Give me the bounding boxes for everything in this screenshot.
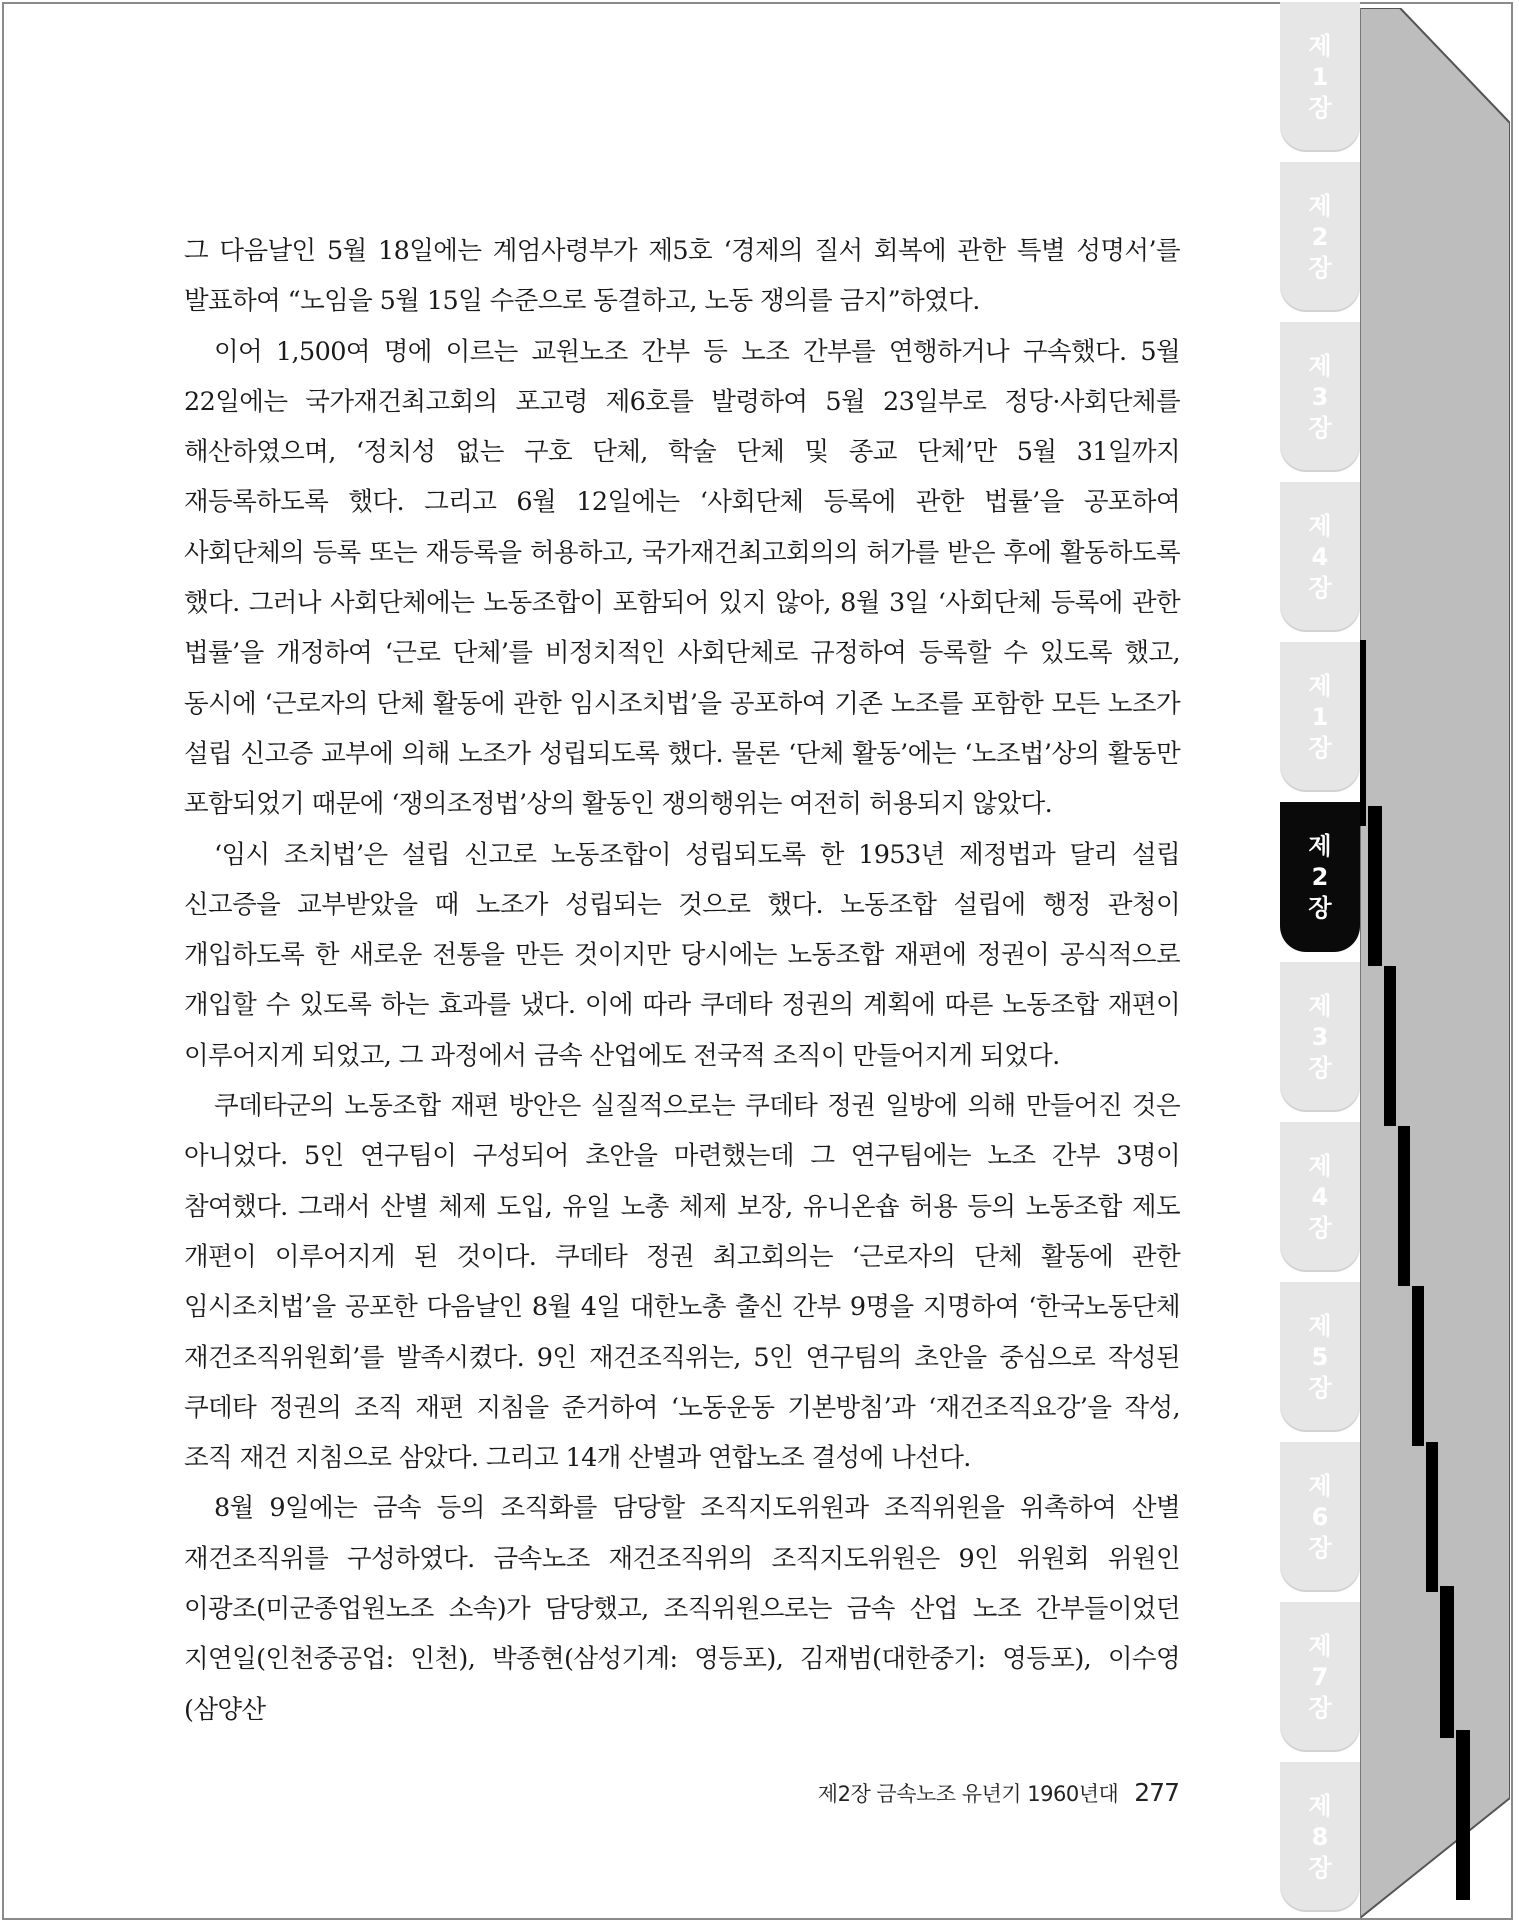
tab-char: 1	[1311, 62, 1329, 91]
chapter-tab-2[interactable]	[1280, 162, 1360, 312]
chapter-tab-9[interactable]	[1280, 1282, 1360, 1432]
tab-char: 제	[1308, 831, 1332, 860]
chapter-tab-5[interactable]	[1280, 642, 1360, 792]
paragraph-2: 이어 1,500여 명에 이르는 교원노조 간부 등 노조 간부를 연행하거나 구속했다. 5월 22일에는 국가재건최고회의 포고령 제6호를 발령하여 5월 23일부로 정당·사회단체를 해산하였으며, ‘정치성 없는 구호 단체, 학술 단체 및 종교 단체’만 5월 31일까지 재등록하도록 했다. 그리고 6월 12일에는 ‘사회단체 등록에 관한 법률’을 공포하여 사회단체의 등록 또는 재등록을 허용하고, 국가재건최고회의의 허가를 받은 후에 활동하도록 했다. 그러나 사회단체에는 노동조합이 포함되어 있지 않아, 8월 3일 ‘사회단체 등록에 관한 법률’을 개정하여 ‘근로 단체’를 비정치적인 사회단체로 규정하여 등록할 수 있도록 했고, 동시에 ‘근로자의 단체 활동에 관한 임시조치법’을 공포하여 기존 노조를 포함한 모든 노조가 설립 신고증 교부에 의해 노조가 성립되도록 했다. 물론 ‘단체 활동’에는 ‘노조법’상의 활동만 포함되었기 때문에 ‘쟁의조정법’상의 활동인 쟁의행위는 여전히 허용되지 않았다.	[184, 336, 1180, 820]
page-footer	[818, 1778, 1179, 1808]
tab-char: 4	[1311, 1182, 1329, 1211]
tab-char: 장	[1308, 1213, 1332, 1242]
tab-char: 장	[1308, 93, 1332, 122]
tab-char: 장	[1308, 413, 1332, 442]
tab-char: 제	[1308, 1791, 1332, 1820]
chapter-tab-10[interactable]	[1280, 1442, 1360, 1592]
book-edge	[1360, 8, 1510, 1918]
tab-char: 장	[1308, 733, 1332, 762]
edge-face	[1360, 8, 1510, 1918]
page-number: 277	[1134, 1778, 1179, 1807]
edge-marker-8	[1456, 1730, 1470, 1900]
edge-marker-5	[1412, 1286, 1424, 1446]
chapter-tabs	[1280, 0, 1360, 1926]
chapter-tab-1[interactable]	[1280, 2, 1360, 152]
tab-char: 장	[1308, 1053, 1332, 1082]
tab-char: 장	[1308, 1373, 1332, 1402]
tab-char: 장	[1308, 573, 1332, 602]
tab-char: 3	[1311, 1022, 1329, 1051]
running-head: 제2장 금속노조 유년기 1960년대	[817, 1782, 1119, 1806]
paragraph-3: ‘임시 조치법’은 설립 신고로 노동조합이 성립되도록 한 1953년 제정법과 달리 설립 신고증을 교부받았을 때 노조가 성립되는 것으로 했다. 노동조합 설립에 행정 관청이 개입하도록 한 새로운 전통을 만든 것이지만 당시에는 노동조합 재편에 정권이 공식적으로 개입할 수 있도록 하는 효과를 냈다. 이에 따라 쿠데타 정권의 계획에 따른 노동조합 재편이 이루어지게 되었고, 그 과정에서 금속 산업에도 전국적 조직이 만들어지게 되었다.	[184, 839, 1180, 1071]
tab-char: 2	[1311, 222, 1329, 251]
tab-char: 제	[1308, 511, 1332, 540]
tab-char: 제	[1308, 1311, 1332, 1340]
edge-marker-4	[1398, 1126, 1410, 1286]
edge-marker-7	[1440, 1586, 1454, 1738]
tab-char: 4	[1311, 542, 1329, 571]
tab-char: 제	[1308, 1471, 1332, 1500]
chapter-tab-8[interactable]	[1280, 1122, 1360, 1272]
tab-char: 제	[1308, 1151, 1332, 1180]
tab-char: 장	[1308, 1533, 1332, 1562]
book-edge-graphic	[1360, 8, 1510, 1918]
tab-char: 장	[1308, 893, 1332, 922]
tab-char: 7	[1311, 1662, 1329, 1691]
edge-marker-6	[1426, 1442, 1438, 1592]
tab-char: 8	[1311, 1822, 1329, 1851]
paragraph-1: 그 다음날인 5월 18일에는 계엄사령부가 제5호 ‘경제의 질서 회복에 관한 특별 성명서’를 발표하여 “노임을 5월 15일 수준으로 동결하고, 노동 쟁의를 금지”하였다.	[184, 236, 1180, 317]
tab-char: 제	[1308, 1631, 1332, 1660]
chapter-tab-6-active[interactable]	[1280, 802, 1360, 952]
tab-char: 6	[1311, 1502, 1329, 1531]
tab-char: 제	[1308, 671, 1332, 700]
paragraph-4: 쿠데타군의 노동조합 재편 방안은 실질적으로는 쿠데타 정권 일방에 의해 만들어진 것은 아니었다. 5인 연구팀이 구성되어 초안을 마련했는데 그 연구팀에는 노조 간부 3명이 참여했다. 그래서 산별 체제 도입, 유일 노총 체제 보장, 유니온숍 허용 등의 노동조합 제도 개편이 이루어지게 된 것이다. 쿠데타 정권 최고회의는 ‘근로자의 단체 활동에 관한 임시조치법’을 공포한 다음날인 8월 4일 대한노총 출신 간부 9명을 지명하여 ‘한국노동단체 재건조직위원회’를 발족시켰다. 9인 재건조직위는, 5인 연구팀의 초안을 중심으로 작성된 쿠데타 정권의 조직 재편 지침을 준거하여 ‘노동운동 기본방침’과 ‘재건조직요강’을 작성, 조직 재건 지침으로 삼았다. 그리고 14개 산별과 연합노조 결성에 나선다.	[184, 1091, 1180, 1474]
tab-char: 장	[1308, 1693, 1332, 1722]
body-text	[184, 226, 1180, 1735]
tab-char: 장	[1308, 253, 1332, 282]
edge-marker-3	[1384, 966, 1396, 1126]
tab-char: 제	[1308, 191, 1332, 220]
tab-char: 제	[1308, 351, 1332, 380]
tab-char: 5	[1311, 1342, 1329, 1371]
chapter-tab-11[interactable]	[1280, 1602, 1360, 1752]
tab-char: 장	[1308, 1853, 1332, 1882]
edge-marker-1	[1360, 640, 1366, 826]
chapter-tab-12[interactable]	[1280, 1762, 1360, 1912]
paragraph-5: 8월 9일에는 금속 등의 조직화를 담당할 조직지도위원과 조직위원을 위촉하여 산별 재건조직위를 구성하였다. 금속노조 재건조직위의 조직지도위원은 9인 위원회 위원인 이광조(미군종업원노조 소속)가 담당했고, 조직위원으로는 금속 산업 노조 간부들이었던 지연일(인천중공업: 인천), 박종현(삼성기계: 영등포), 김재범(대한중기: 영등포), 이수영(삼양산	[184, 1493, 1180, 1725]
tab-char: 제	[1308, 991, 1332, 1020]
tab-char: 2	[1311, 862, 1329, 891]
chapter-tab-4[interactable]	[1280, 482, 1360, 632]
edge-marker-2	[1368, 806, 1382, 966]
chapter-tab-3[interactable]	[1280, 322, 1360, 472]
tab-char: 1	[1311, 702, 1329, 731]
chapter-tab-7[interactable]	[1280, 962, 1360, 1112]
tab-char: 제	[1308, 31, 1332, 60]
tab-char: 3	[1311, 382, 1329, 411]
